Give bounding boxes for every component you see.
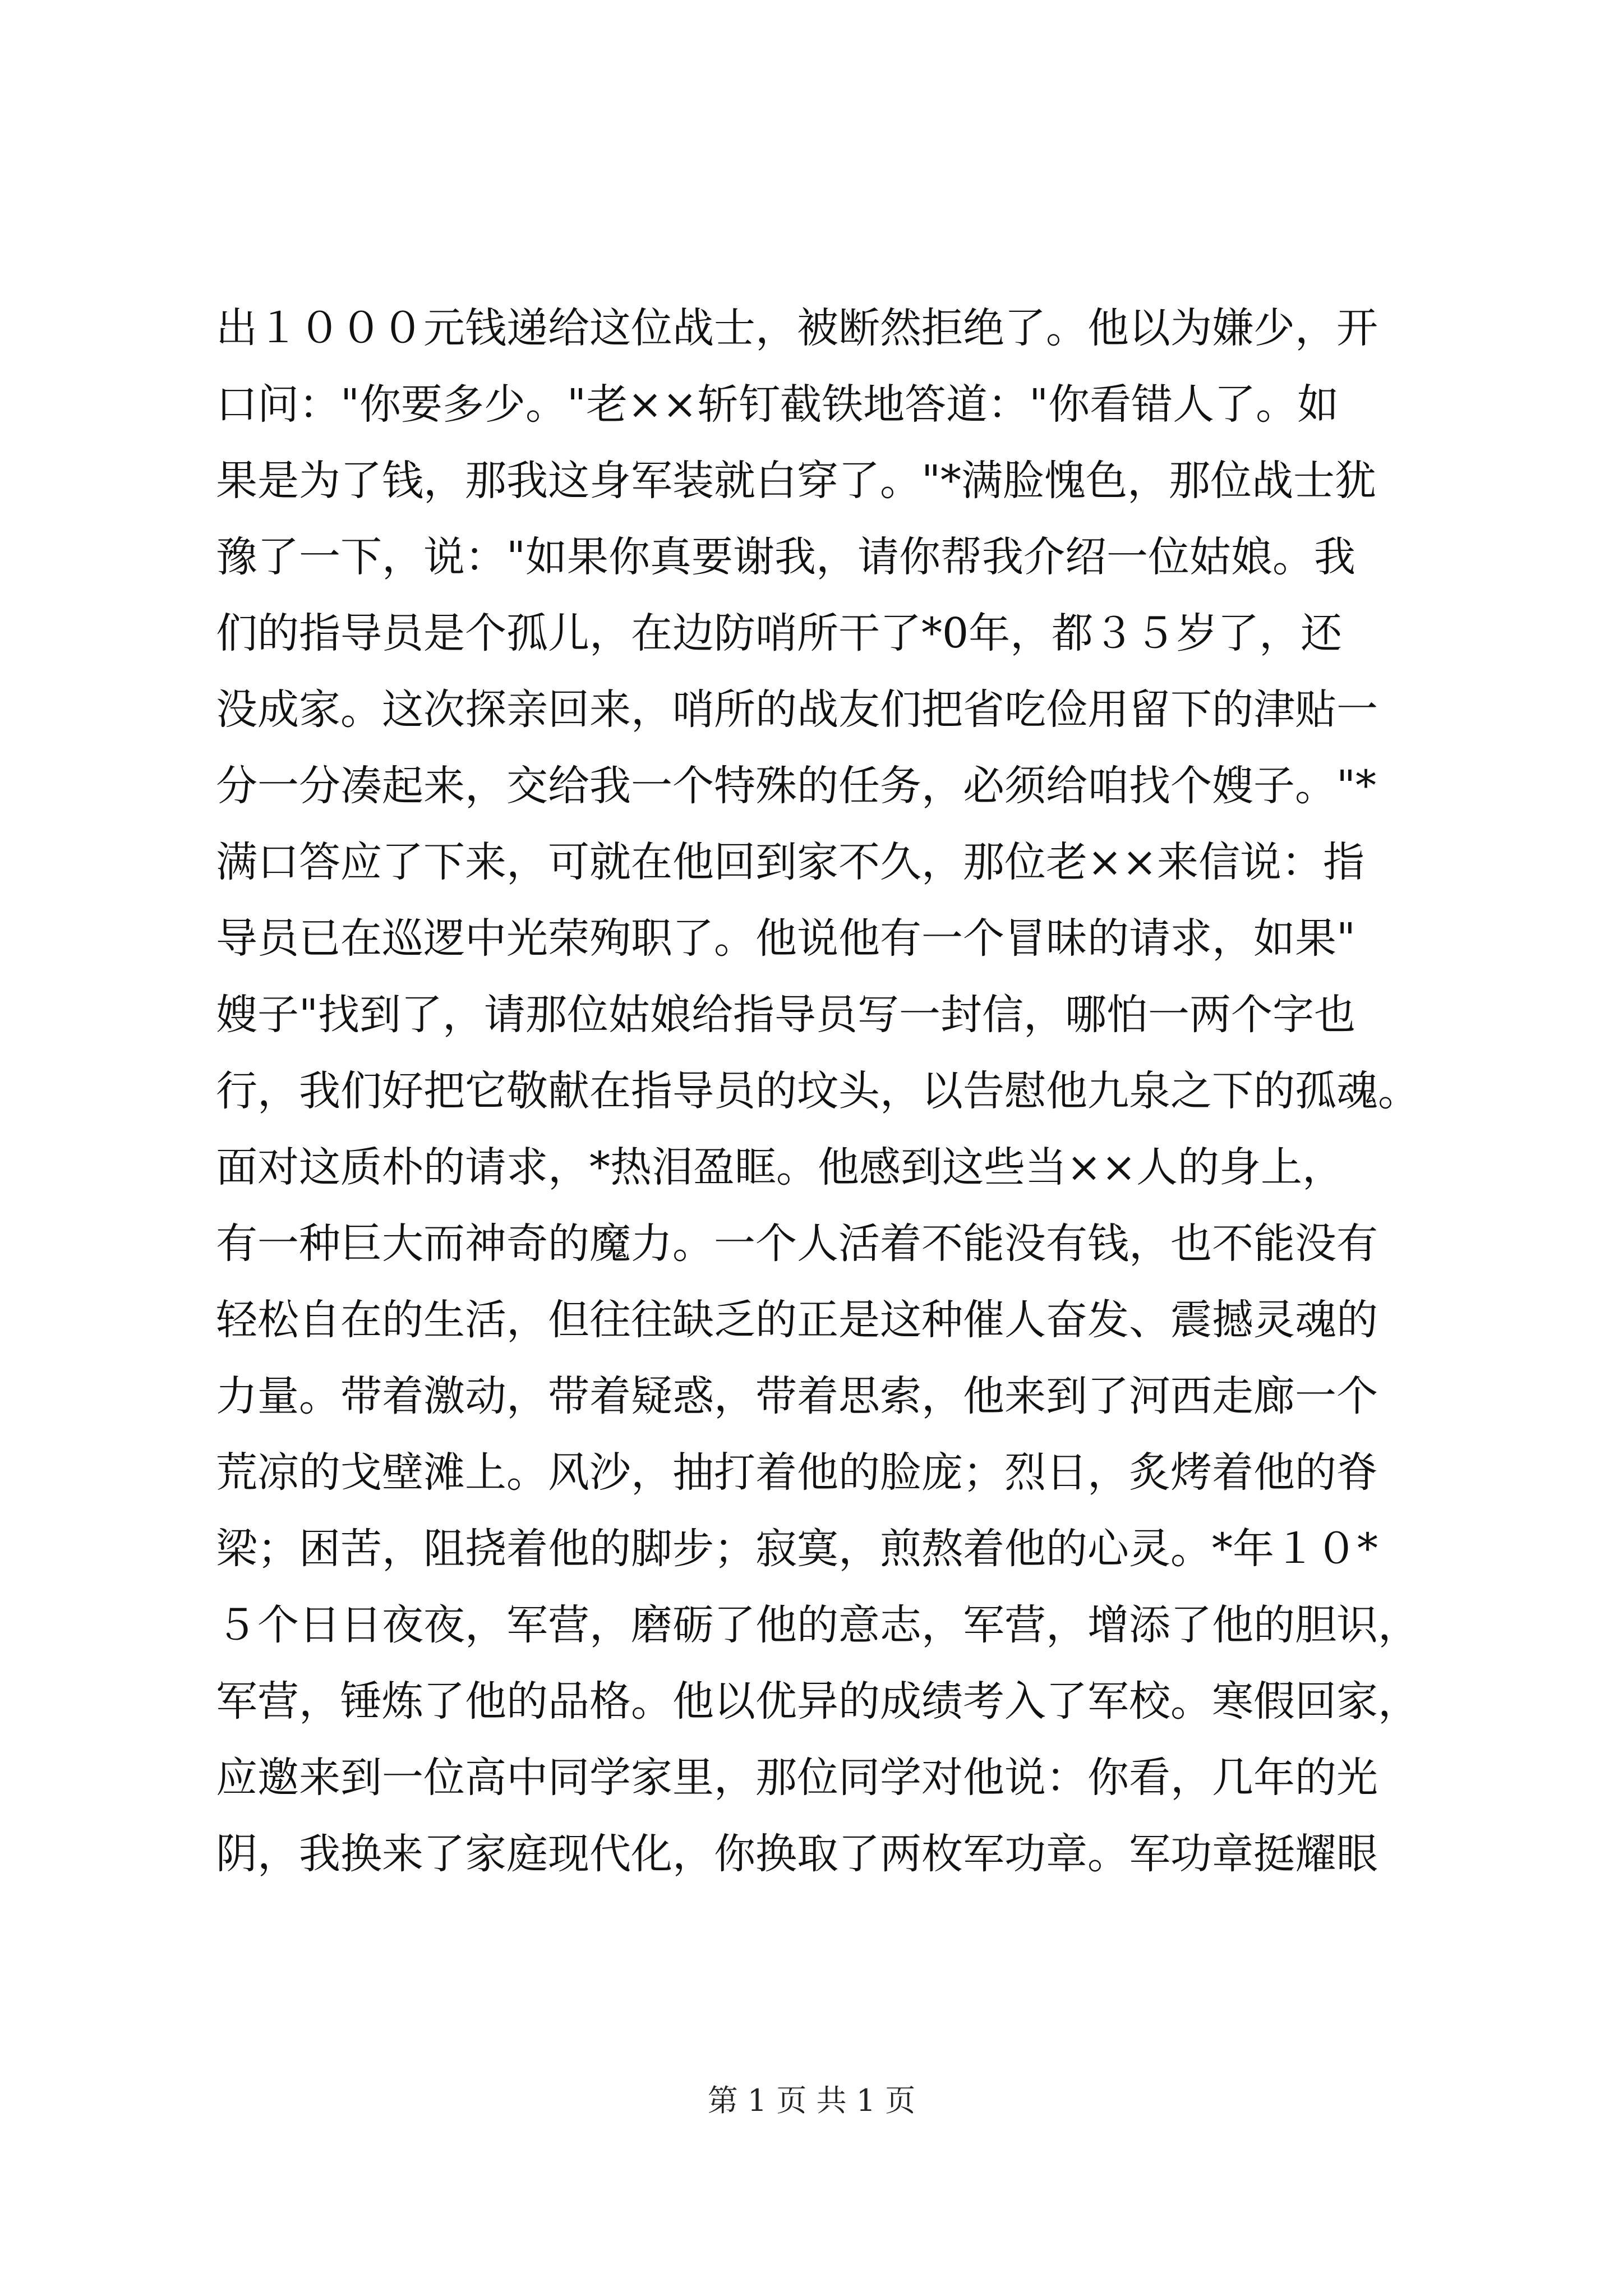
text-line: 梁；困苦，阻挠着他的脚步；寂寞，煎熬着他的心灵。*年１０* <box>216 1525 1378 1573</box>
text-line: 阴，我换来了家庭现代化，你换取了两枚军功章。军功章挺耀眼 <box>216 1830 1378 1878</box>
page-footer <box>0 2081 1623 2120</box>
text-line: 没成家。这次探亲回来，哨所的战友们把省吃俭用留下的津贴一 <box>216 685 1378 734</box>
text-line: 荒凉的戈壁滩上。风沙，抽打着他的脸庞；烈日，炙烤着他的脊 <box>216 1448 1378 1497</box>
text-line: 有一种巨大而神奇的魔力。一个人活着不能没有钱，也不能没有 <box>216 1220 1378 1268</box>
page-number-label: 第 1 页 共 1 页 <box>707 2083 916 2118</box>
text-line: 应邀来到一位高中同学家里，那位同学对他说：你看，几年的光 <box>216 1754 1378 1802</box>
text-line: ５个日日夜夜，军营，磨砺了他的意志，军营，增添了他的胆识， <box>216 1601 1419 1649</box>
text-line: 分一分凑起来，交给我一个特殊的任务，必须给咱找个嫂子。"* <box>216 762 1377 810</box>
text-line: 们的指导员是个孤儿，在边防哨所干了*0年，都３５岁了，还 <box>216 609 1343 657</box>
text-line: 出１０００元钱递给这位战士，被断然拒绝了。他以为嫌少，开 <box>216 304 1378 352</box>
text-line: 军营，锤炼了他的品格。他以优异的成绩考入了军校。寒假回家， <box>216 1677 1419 1726</box>
text-line: 豫了一下，说："如果你真要谢我，请你帮我介绍一位姑娘。我 <box>216 533 1356 581</box>
text-line: 面对这质朴的请求，*热泪盈眶。他感到这些当××人的身上， <box>216 1143 1344 1191</box>
text-line: 行，我们好把它敬献在指导员的坟头，以告慰他九泉之下的孤魂。 <box>216 1067 1419 1115</box>
text-line: 口问："你要多少。"老××斩钉截铁地答道："你看错人了。如 <box>216 380 1339 429</box>
text-line: 满口答应了下来，可就在他回到家不久，那位老××来信说：指 <box>216 838 1365 886</box>
text-line: 果是为了钱，那我这身军装就白穿了。"*满脸愧色，那位战士犹 <box>216 457 1377 505</box>
body-text <box>216 290 1419 1892</box>
text-line: 轻松自在的生活，但往往缺乏的正是这种催人奋发、震撼灵魂的 <box>216 1296 1378 1344</box>
text-line: 导员已在巡逻中光荣殉职了。他说他有一个冒昧的请求，如果" <box>216 914 1356 963</box>
text-line: 嫂子"找到了，请那位姑娘给指导员写一封信，哪怕一两个字也 <box>216 991 1356 1039</box>
text-line: 力量。带着激动，带着疑惑，带着思索，他来到了河西走廊一个 <box>216 1372 1378 1420</box>
